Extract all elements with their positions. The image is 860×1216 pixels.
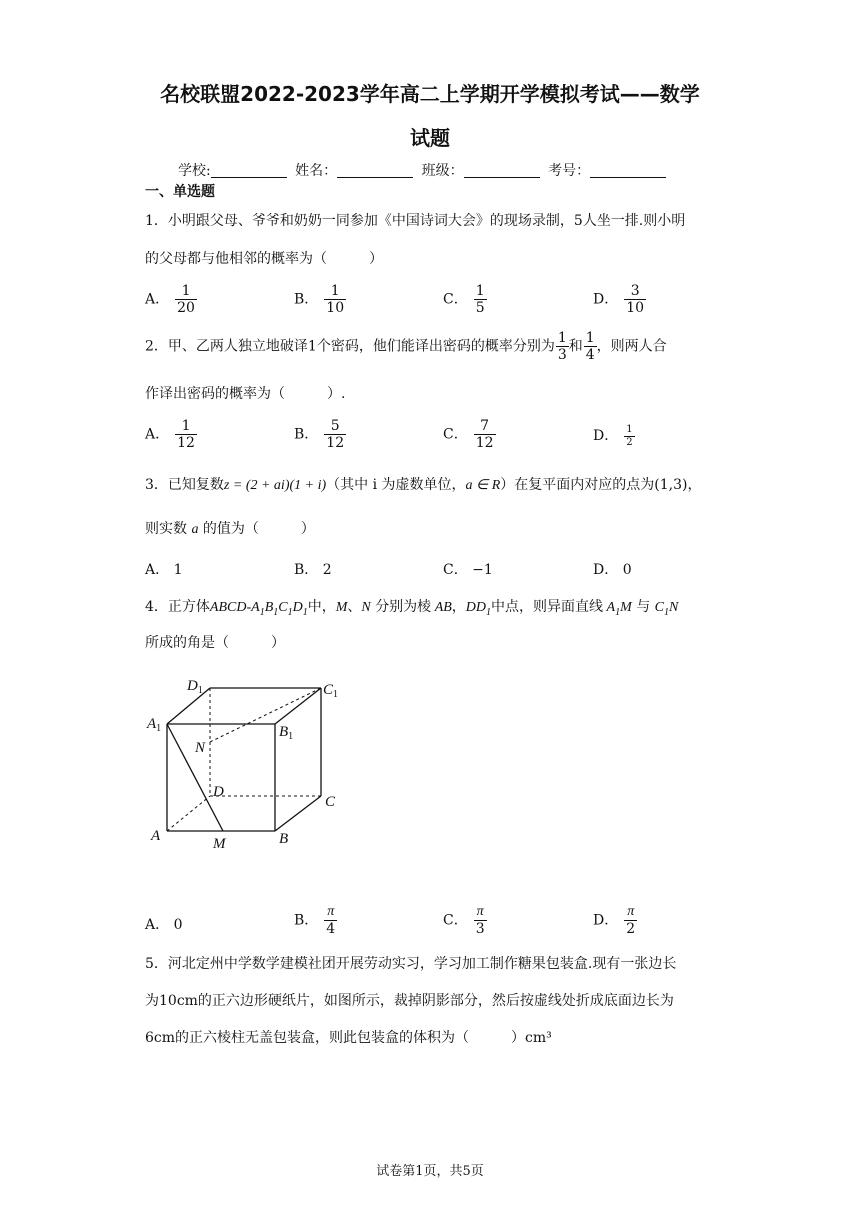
class-label: 班级： xyxy=(421,163,464,179)
label-c1: $C_1$ xyxy=(323,682,339,700)
q3-condition: a ∈ R xyxy=(465,478,501,493)
q2-line1: 2．甲、乙两人独立地破译1个密码，他们能译出密码的概率分别为 $\frac{1}{3}$ 和 $\frac{1}{4}$ ，则两人合 xyxy=(145,330,667,364)
q3-option-a: A． 1 xyxy=(145,562,183,578)
exam-number-blank xyxy=(590,163,666,178)
q1-option-c: C． $\frac{1}{5}$ xyxy=(443,283,485,317)
label-d: D xyxy=(213,784,224,800)
q3-option-d: D． 0 xyxy=(593,562,632,578)
class-blank xyxy=(464,163,540,178)
segment-nc1-hidden xyxy=(210,688,321,742)
q3-line2: 则实数 a 的值为（ ） xyxy=(145,521,315,537)
label-d1: $D_1$ xyxy=(187,678,203,696)
label-a1: $A_1$ xyxy=(147,716,162,734)
cube-figure xyxy=(145,668,365,858)
q1-line1: 1．小明跟父母、爷爷和奶奶一同参加《中国诗词大会》的现场录制，5人坐一排.则小明 xyxy=(145,213,686,229)
q3-point: (1,3) xyxy=(654,477,688,493)
name-blank xyxy=(337,163,413,178)
q4-option-a: A． 0 xyxy=(145,917,183,933)
label-m: M xyxy=(213,836,226,852)
q4-line2: 所成的角是（ ） xyxy=(145,635,285,651)
label-b: B xyxy=(279,831,289,847)
school-label: 学校: xyxy=(178,163,211,179)
q2-line2: 作译出密码的概率为（ ）. xyxy=(145,386,346,402)
q2-option-d: D． $\frac{1}{2}$ xyxy=(593,424,633,448)
q4-option-b: B． $\frac{\pi}{4}$ xyxy=(294,904,336,938)
exam-number-label: 考号： xyxy=(548,163,591,179)
label-b1: $B_1$ xyxy=(279,724,294,742)
q1-option-b: B． $\frac{1}{10}$ xyxy=(294,283,345,317)
q3-option-b: B． 2 xyxy=(294,562,332,578)
q2-option-b: B． $\frac{5}{12}$ xyxy=(294,418,345,452)
edge-ad-hidden xyxy=(167,796,210,831)
label-a: A xyxy=(151,828,161,844)
q1-option-d: D． $\frac{3}{10}$ xyxy=(593,283,645,317)
name-label: 姓名： xyxy=(295,163,338,179)
q4-option-d: D． $\frac{\pi}{2}$ xyxy=(593,904,636,938)
q4-option-c: C． $\frac{\pi}{3}$ xyxy=(443,904,485,938)
exam-title-line1: 名校联盟2022-2023学年高二上学期开学模拟考试——数学 xyxy=(160,82,700,106)
info-fields xyxy=(178,160,670,180)
q3-formula: z = (2 + ai)(1 + i) xyxy=(223,478,327,493)
q3-option-c: C． −1 xyxy=(443,562,493,578)
exam-title-line2: 试题 xyxy=(410,126,450,150)
q1-line2: 的父母都与他相邻的概率为（ ） xyxy=(145,251,383,267)
section-heading: 一、单选题 xyxy=(145,184,215,200)
label-c: C xyxy=(325,794,336,810)
label-n: N xyxy=(195,740,206,756)
edge-cb xyxy=(275,796,321,831)
q5-line3: 6cm的正六棱柱无盖包装盒，则此包装盒的体积为（ ）cm³ xyxy=(145,1030,552,1046)
q3-line1: 3．已知复数z = (2 + ai)(1 + i)（其中 i 为虚数单位，a ∈ R）在复平面内对应的点为(1,3)， xyxy=(145,477,702,493)
q5-line1: 5．河北定州中学数学建模社团开展劳动实习，学习加工制作糖果包装盒.现有一张边长 xyxy=(145,956,677,972)
q2-option-c: C． $\frac{7}{12}$ xyxy=(443,418,494,452)
q5-line2: 为10cm的正六边形硬纸片，如图所示，裁掉阴影部分，然后按虚线处折成底面边长为 xyxy=(145,993,674,1009)
edge-c1b1 xyxy=(275,688,321,724)
school-blank xyxy=(211,163,287,178)
q4-line1: 4．正方体ABCD-$A_1B_1C_1D_1$中，M、N 分别为棱 AB，$DD_1$中点，则异面直线 $A_1M$ 与 $C_1N$ xyxy=(145,599,679,618)
q2-option-a: A． $\frac{1}{12}$ xyxy=(145,418,195,452)
page-footer: 试卷第1页，共5页 xyxy=(376,1164,484,1179)
q1-option-a: A． $\frac{1}{20}$ xyxy=(145,283,195,317)
